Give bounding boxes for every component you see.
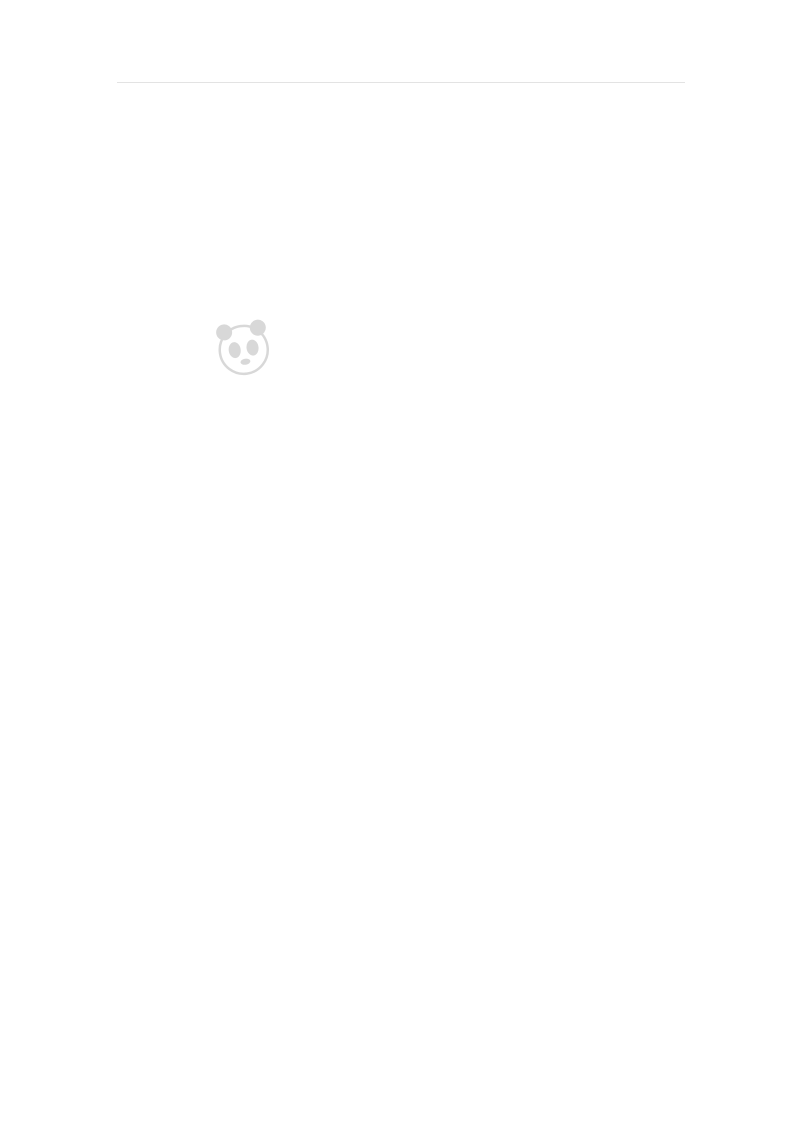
document-page	[117, 62, 685, 123]
panda-logo-icon	[208, 313, 278, 383]
watermark	[207, 284, 437, 438]
divider	[117, 82, 685, 83]
